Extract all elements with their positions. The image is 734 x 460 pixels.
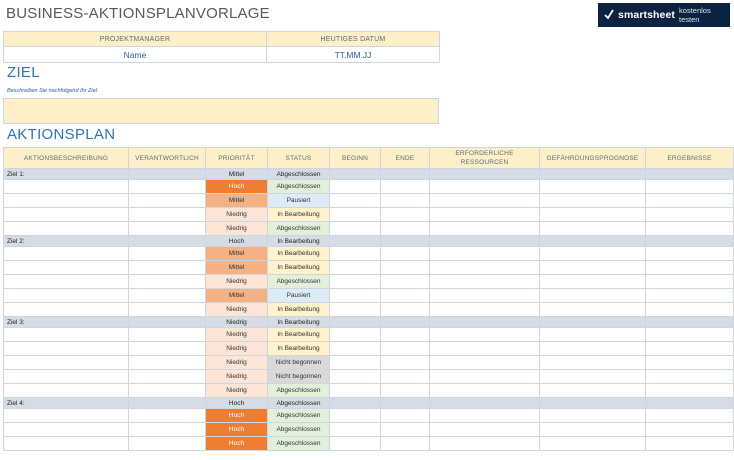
priority-cell[interactable]: Hoch	[206, 423, 268, 437]
plan-header-row	[4, 148, 734, 169]
description-cell[interactable]	[4, 289, 129, 303]
start-cell[interactable]	[330, 208, 381, 222]
resources-cell[interactable]	[430, 370, 540, 384]
col-header-start: BEGINN	[330, 148, 381, 169]
priority-cell[interactable]: Mittel	[206, 194, 268, 208]
priority-cell[interactable]: Niedrig	[206, 208, 268, 222]
owner-cell[interactable]	[129, 275, 206, 289]
goal-label-cell[interactable]: Ziel 4:	[4, 398, 129, 409]
description-cell[interactable]	[4, 370, 129, 384]
resources-cell[interactable]	[430, 317, 540, 328]
table-row	[4, 370, 734, 384]
owner-cell[interactable]	[129, 437, 206, 451]
resources-cell[interactable]	[430, 222, 540, 236]
results-cell[interactable]	[646, 236, 734, 247]
status-cell[interactable]: In Bearbeitung	[268, 208, 330, 222]
table-row	[4, 328, 734, 342]
priority-cell[interactable]: Hoch	[206, 398, 268, 409]
col-header-owner: VERANTWORTLICH	[129, 148, 206, 169]
status-cell[interactable]: Nicht begonnen	[268, 370, 330, 384]
results-cell[interactable]	[646, 275, 734, 289]
results-cell[interactable]	[646, 261, 734, 275]
priority-cell[interactable]: Hoch	[206, 180, 268, 194]
goal-heading: ZIEL	[7, 64, 40, 81]
status-cell[interactable]: Abgeschlossen	[268, 437, 330, 451]
results-cell[interactable]	[646, 208, 734, 222]
risk-cell[interactable]	[540, 247, 646, 261]
risk-cell[interactable]	[540, 437, 646, 451]
owner-cell[interactable]	[129, 222, 206, 236]
resources-cell[interactable]	[430, 236, 540, 247]
end-cell[interactable]	[381, 261, 430, 275]
results-cell[interactable]	[646, 384, 734, 398]
owner-cell[interactable]	[129, 384, 206, 398]
resources-cell[interactable]	[430, 328, 540, 342]
owner-cell[interactable]	[129, 247, 206, 261]
description-cell[interactable]	[4, 275, 129, 289]
end-cell[interactable]	[381, 423, 430, 437]
owner-cell[interactable]	[129, 303, 206, 317]
description-cell[interactable]	[4, 261, 129, 275]
table-row	[4, 208, 734, 222]
status-cell[interactable]: Abgeschlossen	[268, 423, 330, 437]
resources-cell[interactable]	[430, 356, 540, 370]
owner-cell[interactable]	[129, 370, 206, 384]
resources-cell[interactable]	[430, 180, 540, 194]
description-cell[interactable]	[4, 437, 129, 451]
col-header-description: AKTIONSBESCHREIBUNG	[4, 148, 129, 169]
description-cell[interactable]	[4, 342, 129, 356]
start-cell[interactable]	[330, 194, 381, 208]
results-cell[interactable]	[646, 169, 734, 180]
priority-cell[interactable]: Niedrig	[206, 317, 268, 328]
start-cell[interactable]	[330, 423, 381, 437]
table-row	[4, 275, 734, 289]
start-cell[interactable]	[330, 384, 381, 398]
start-cell[interactable]	[330, 236, 381, 247]
end-cell[interactable]	[381, 356, 430, 370]
start-cell[interactable]	[330, 275, 381, 289]
priority-cell[interactable]: Mittel	[206, 169, 268, 180]
start-cell[interactable]	[330, 370, 381, 384]
project-manager-header: PROJEKTMANAGER	[4, 32, 267, 47]
project-manager-cell[interactable]: Name	[4, 47, 267, 63]
status-cell[interactable]: Nicht begonnen	[268, 356, 330, 370]
results-cell[interactable]	[646, 398, 734, 409]
priority-cell[interactable]: Hoch	[206, 409, 268, 423]
status-cell[interactable]: In Bearbeitung	[268, 236, 330, 247]
risk-cell[interactable]	[540, 236, 646, 247]
status-cell[interactable]: Abgeschlossen	[268, 180, 330, 194]
end-cell[interactable]	[381, 370, 430, 384]
start-cell[interactable]	[330, 356, 381, 370]
results-cell[interactable]	[646, 409, 734, 423]
owner-cell[interactable]	[129, 423, 206, 437]
goal-label-cell[interactable]: Ziel 2:	[4, 236, 129, 247]
description-cell[interactable]	[4, 384, 129, 398]
smartsheet-logo-button[interactable]	[598, 3, 730, 27]
owner-cell[interactable]	[129, 409, 206, 423]
end-cell[interactable]	[381, 208, 430, 222]
results-cell[interactable]	[646, 423, 734, 437]
description-cell[interactable]	[4, 423, 129, 437]
goal-row	[4, 236, 734, 247]
table-row	[4, 247, 734, 261]
end-cell[interactable]	[381, 247, 430, 261]
priority-cell[interactable]: Niedrig	[206, 222, 268, 236]
end-cell[interactable]	[381, 328, 430, 342]
description-cell[interactable]	[4, 247, 129, 261]
priority-cell[interactable]: Mittel	[206, 261, 268, 275]
start-cell[interactable]	[330, 261, 381, 275]
page-title: BUSINESS-AKTIONSPLANVORLAGE	[6, 5, 270, 22]
project-info-table	[3, 31, 440, 63]
risk-cell[interactable]	[540, 328, 646, 342]
col-header-priority: PRIORITÄT	[206, 148, 268, 169]
start-cell[interactable]	[330, 169, 381, 180]
end-cell[interactable]	[381, 317, 430, 328]
status-cell[interactable]: Abgeschlossen	[268, 384, 330, 398]
status-cell[interactable]: In Bearbeitung	[268, 342, 330, 356]
table-row	[4, 261, 734, 275]
risk-cell[interactable]	[540, 398, 646, 409]
start-cell[interactable]	[330, 247, 381, 261]
status-cell[interactable]: In Bearbeitung	[268, 247, 330, 261]
resources-cell[interactable]	[430, 208, 540, 222]
status-cell[interactable]: In Bearbeitung	[268, 261, 330, 275]
priority-cell[interactable]: Hoch	[206, 236, 268, 247]
description-cell[interactable]	[4, 303, 129, 317]
goal-row	[4, 169, 734, 180]
start-cell[interactable]	[330, 289, 381, 303]
risk-cell[interactable]	[540, 261, 646, 275]
table-row	[4, 342, 734, 356]
owner-cell[interactable]	[129, 356, 206, 370]
owner-cell[interactable]	[129, 317, 206, 328]
goal-row	[4, 398, 734, 409]
risk-cell[interactable]	[540, 423, 646, 437]
resources-cell[interactable]	[430, 289, 540, 303]
status-cell[interactable]: Abgeschlossen	[268, 222, 330, 236]
results-cell[interactable]	[646, 342, 734, 356]
table-row	[4, 222, 734, 236]
priority-cell[interactable]: Niedrig	[206, 384, 268, 398]
results-cell[interactable]	[646, 356, 734, 370]
status-cell[interactable]: Abgeschlossen	[268, 398, 330, 409]
results-cell[interactable]	[646, 437, 734, 451]
risk-cell[interactable]	[540, 384, 646, 398]
goal-hint: Beschreiben Sie nachfolgend Ihr Ziel.	[7, 88, 99, 94]
results-cell[interactable]	[646, 289, 734, 303]
end-cell[interactable]	[381, 275, 430, 289]
priority-cell[interactable]: Mittel	[206, 247, 268, 261]
end-cell[interactable]	[381, 384, 430, 398]
status-cell[interactable]: Abgeschlossen	[268, 275, 330, 289]
resources-cell[interactable]	[430, 342, 540, 356]
resources-cell[interactable]	[430, 275, 540, 289]
resources-cell[interactable]	[430, 384, 540, 398]
smartsheet-check-icon	[604, 9, 614, 21]
risk-cell[interactable]	[540, 208, 646, 222]
table-row	[4, 356, 734, 370]
results-cell[interactable]	[646, 303, 734, 317]
owner-cell[interactable]	[129, 398, 206, 409]
table-row	[4, 289, 734, 303]
goal-input[interactable]	[3, 98, 439, 124]
priority-cell[interactable]: Niedrig	[206, 370, 268, 384]
end-cell[interactable]	[381, 398, 430, 409]
owner-cell[interactable]	[129, 261, 206, 275]
risk-cell[interactable]	[540, 289, 646, 303]
results-cell[interactable]	[646, 328, 734, 342]
owner-cell[interactable]	[129, 208, 206, 222]
start-cell[interactable]	[330, 409, 381, 423]
owner-cell[interactable]	[129, 328, 206, 342]
priority-cell[interactable]: Niedrig	[206, 356, 268, 370]
results-cell[interactable]	[646, 317, 734, 328]
table-row	[4, 194, 734, 208]
description-cell[interactable]	[4, 180, 129, 194]
priority-cell[interactable]: Niedrig	[206, 342, 268, 356]
risk-cell[interactable]	[540, 342, 646, 356]
end-cell[interactable]	[381, 222, 430, 236]
table-row	[4, 303, 734, 317]
owner-cell[interactable]	[129, 180, 206, 194]
start-cell[interactable]	[330, 328, 381, 342]
risk-cell[interactable]	[540, 409, 646, 423]
date-cell[interactable]: TT.MM.JJ	[267, 47, 440, 63]
start-cell[interactable]	[330, 180, 381, 194]
results-cell[interactable]	[646, 247, 734, 261]
risk-cell[interactable]	[540, 169, 646, 180]
goal-label-cell[interactable]: Ziel 1:	[4, 169, 129, 180]
owner-cell[interactable]	[129, 289, 206, 303]
end-cell[interactable]	[381, 303, 430, 317]
risk-cell[interactable]	[540, 356, 646, 370]
description-cell[interactable]	[4, 356, 129, 370]
priority-cell[interactable]: Niedrig	[206, 328, 268, 342]
end-cell[interactable]	[381, 169, 430, 180]
results-cell[interactable]	[646, 194, 734, 208]
resources-cell[interactable]	[430, 423, 540, 437]
risk-cell[interactable]	[540, 303, 646, 317]
logo-brand: smartsheet	[618, 9, 676, 21]
owner-cell[interactable]	[129, 342, 206, 356]
start-cell[interactable]	[330, 222, 381, 236]
status-cell[interactable]: In Bearbeitung	[268, 303, 330, 317]
priority-cell[interactable]: Niedrig	[206, 303, 268, 317]
owner-cell[interactable]	[129, 236, 206, 247]
priority-cell[interactable]: Niedrig	[206, 275, 268, 289]
risk-cell[interactable]	[540, 180, 646, 194]
description-cell[interactable]	[4, 328, 129, 342]
end-cell[interactable]	[381, 194, 430, 208]
description-cell[interactable]	[4, 222, 129, 236]
table-row	[4, 180, 734, 194]
owner-cell[interactable]	[129, 194, 206, 208]
priority-cell[interactable]: Mittel	[206, 289, 268, 303]
date-header: HEUTIGES DATUM	[267, 32, 440, 47]
logo-cta: kostenlos testen	[679, 6, 711, 24]
resources-cell[interactable]	[430, 409, 540, 423]
status-cell[interactable]: Pausiert	[268, 194, 330, 208]
resources-cell[interactable]	[430, 194, 540, 208]
start-cell[interactable]	[330, 303, 381, 317]
risk-cell[interactable]	[540, 370, 646, 384]
start-cell[interactable]	[330, 342, 381, 356]
col-header-resources: ERFORDERLICHE RESSOURCEN	[430, 148, 540, 169]
col-header-risk: GEFÄHRDUNGSPROGNOSE	[540, 148, 646, 169]
table-row	[4, 384, 734, 398]
plan-heading: AKTIONSPLAN	[7, 126, 116, 143]
results-cell[interactable]	[646, 222, 734, 236]
resources-cell[interactable]	[430, 398, 540, 409]
end-cell[interactable]	[381, 236, 430, 247]
priority-cell[interactable]: Hoch	[206, 437, 268, 451]
results-cell[interactable]	[646, 370, 734, 384]
col-header-results: ERGEBNISSE	[646, 148, 734, 169]
end-cell[interactable]	[381, 289, 430, 303]
goal-label-cell[interactable]: Ziel 3:	[4, 317, 129, 328]
results-cell[interactable]	[646, 180, 734, 194]
action-plan-table	[3, 147, 734, 451]
table-row	[4, 423, 734, 437]
status-cell[interactable]: Pausiert	[268, 289, 330, 303]
resources-cell[interactable]	[430, 303, 540, 317]
col-header-status: STATUS	[268, 148, 330, 169]
table-row	[4, 409, 734, 423]
end-cell[interactable]	[381, 180, 430, 194]
owner-cell[interactable]	[129, 169, 206, 180]
risk-cell[interactable]	[540, 317, 646, 328]
risk-cell[interactable]	[540, 194, 646, 208]
start-cell[interactable]	[330, 437, 381, 451]
start-cell[interactable]	[330, 398, 381, 409]
resources-cell[interactable]	[430, 437, 540, 451]
status-cell[interactable]: Abgeschlossen	[268, 409, 330, 423]
description-cell[interactable]	[4, 208, 129, 222]
description-cell[interactable]	[4, 409, 129, 423]
resources-cell[interactable]	[430, 169, 540, 180]
end-cell[interactable]	[381, 342, 430, 356]
risk-cell[interactable]	[540, 222, 646, 236]
col-header-end: ENDE	[381, 148, 430, 169]
resources-cell[interactable]	[430, 247, 540, 261]
resources-cell[interactable]	[430, 261, 540, 275]
start-cell[interactable]	[330, 317, 381, 328]
end-cell[interactable]	[381, 409, 430, 423]
goal-row	[4, 317, 734, 328]
end-cell[interactable]	[381, 437, 430, 451]
status-cell[interactable]: Abgeschlossen	[268, 169, 330, 180]
table-row	[4, 437, 734, 451]
description-cell[interactable]	[4, 194, 129, 208]
status-cell[interactable]: In Bearbeitung	[268, 317, 330, 328]
risk-cell[interactable]	[540, 275, 646, 289]
status-cell[interactable]: In Bearbeitung	[268, 328, 330, 342]
